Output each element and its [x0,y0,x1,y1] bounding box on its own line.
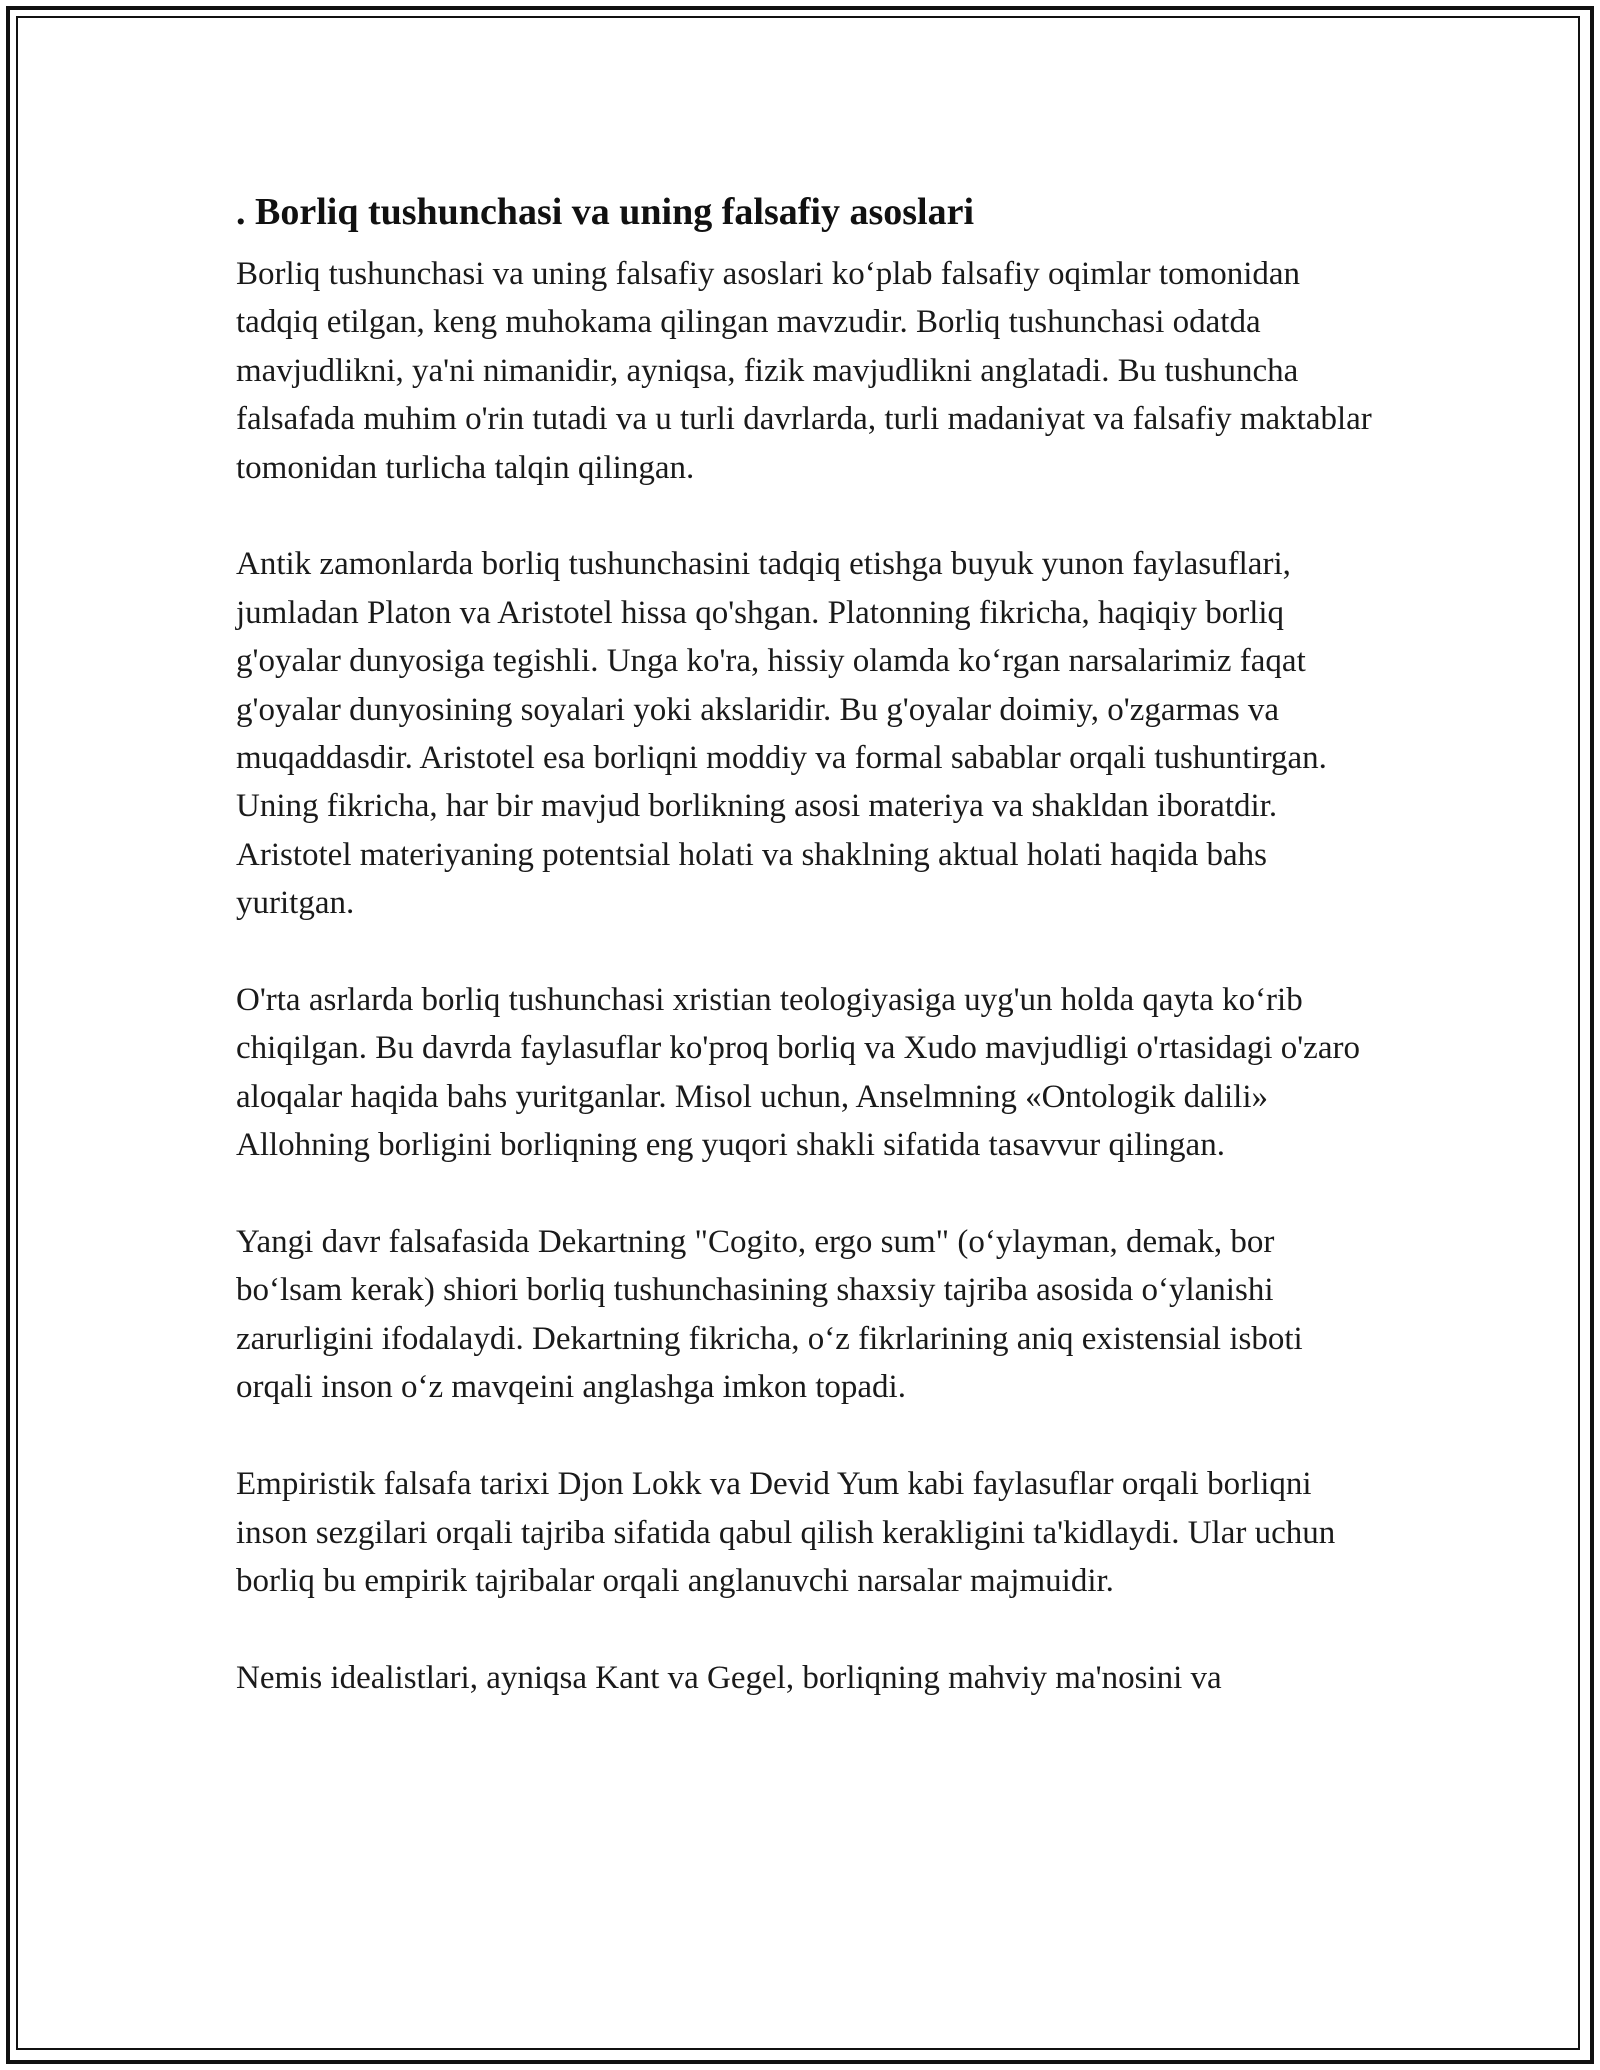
paragraph: Antik zamonlarda borliq tushunchasini tadqiq etishga buyuk yunon faylasuflari, jumladan Platon va Aristotel hissa qo'shgan. Platonning fikricha, haqiqiy borliq g'oyalar dunyosiga tegishli. Unga ko'ra, hissiy olamda ko‘rgan narsalarimiz faqat g'oyalar dunyosining soyalari yoki akslaridir. Bu g'oyalar doimiy, o'zgarmas va muqaddasdir. Aristotel esa borliqni moddiy va formal sabablar orqali tushuntirgan. Uning fikricha, har bir mavjud borlikning asosi materiya va shakldan iboratdir. Aristotel materiyaning potentsial holati va shaklning aktual holati haqida bahs yuritgan. [236,546,1327,922]
paragraph: O'rta asrlarda borliq tushunchasi xristian teologiyasiga uyg'un holda qayta ko‘rib chiqilgan. Bu davrda faylasuflar ko'proq borliq va Xudo mavjudligi o'rtasidagi o'zaro aloqalar haqida bahs yuritganlar. Misol uchun, Anselmning «Ontologik dalili» Allohning borligini borliqning eng yuqori shakli sifatida tasavvur qilingan. [236,982,1360,1164]
paragraph: Empiristik falsafa tarixi Djon Lokk va Devid Yum kabi faylasuflar orqali borliqni inson sezgilari orqali tajriba sifatida qabul qilish kerakligini ta'kidlaydi. Ular uchun borliq bu empirik tajribalar orqali anglanuvchi narsalar majmuidir. [236,1466,1336,1599]
paragraph: Yangi davr falsafasida Dekartning "Cogito, ergo sum" (o‘ylayman, demak, bor bo‘lsam kerak) shiori borliq tushunchasining shaxsiy tajriba asosida o‘ylanishi zarurligini ifodalaydi. Dekartning fikricha, o‘z fikrlarining aniq existensial isboti orqali inson o‘z mavqeini anglashga imkon topadi. [236,1224,1303,1406]
paragraph: Borliq tushunchasi va uning falsafiy asoslari ko‘plab falsafiy oqimlar tomonidan tadqiq etilgan, keng muhokama qilingan mavzudir. Borliq tushunchasi odatda mavjudlikni, ya'ni nimanidir, ayniqsa, fizik mavjudlikni anglatadi. Bu tushuncha falsafada muhim o'rin tutadi va u turli davrlarda, turli madaniyat va falsafiy maktablar tomonidan turlicha talqin qilingan. [236,256,1372,486]
paragraph: Nemis idealistlari, ayniqsa Kant va Gegel, borliqning mahviy ma'nosini va [236,1659,1222,1696]
section-heading: . Borliq tushunchasi va uning falsafiy asoslari [236,191,975,233]
document-body [236,186,1376,1751]
